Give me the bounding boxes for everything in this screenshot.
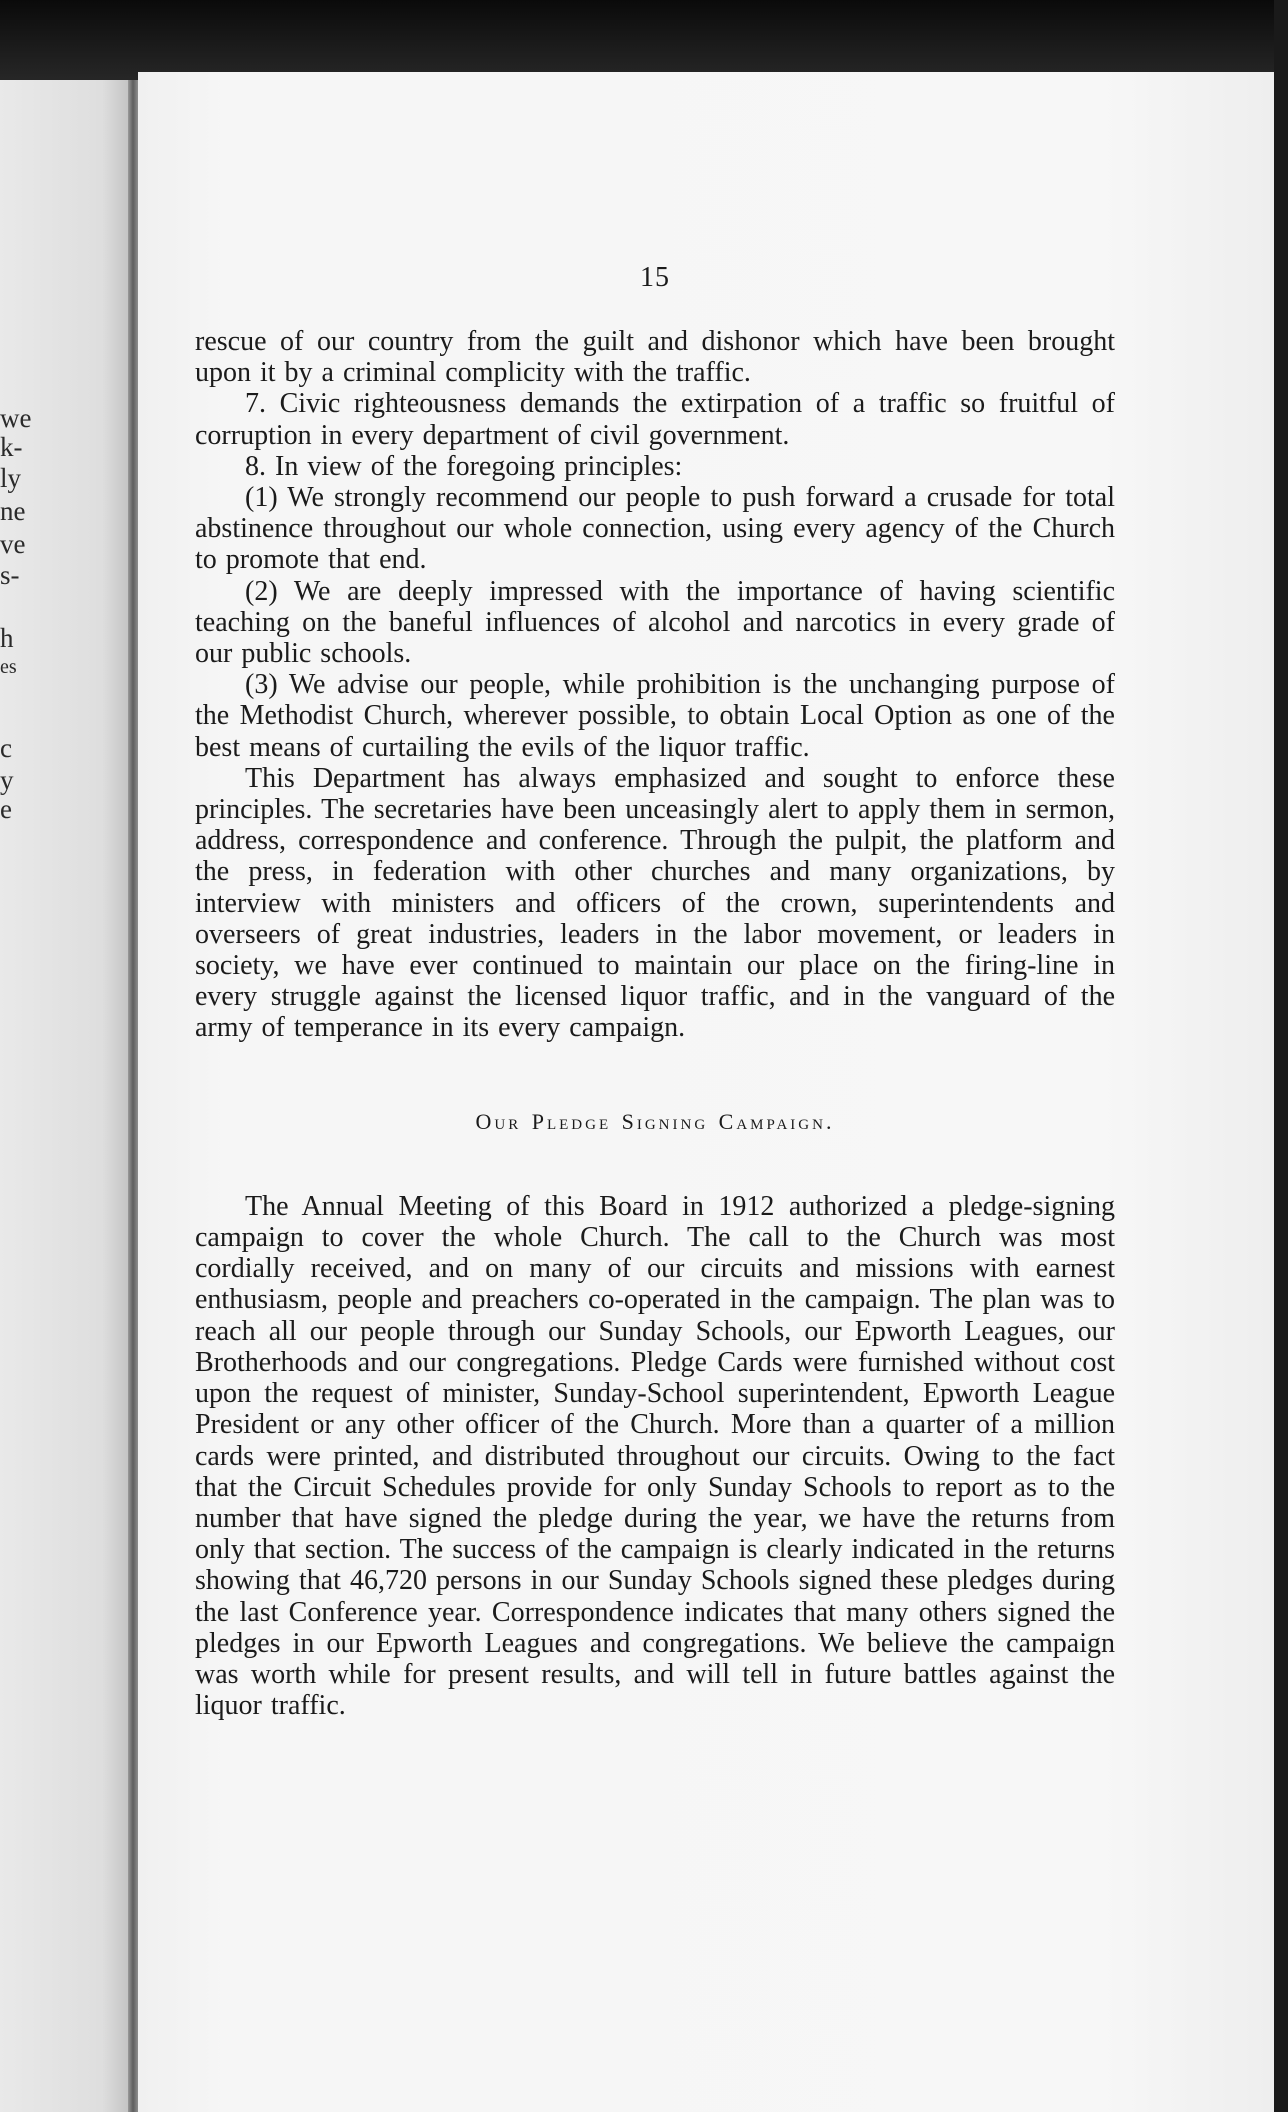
body-paragraph: (2) We are deeply impressed with the importance of having scientific teaching on the baneful influences of alcohol and narcotics in every grade of our public schools. (195, 575, 1115, 670)
facing-page-fragment: c (0, 733, 12, 763)
book-gutter (128, 80, 138, 2112)
facing-page-fragment: e (0, 794, 12, 824)
facing-page-fragment: ve (0, 529, 26, 559)
body-paragraph: This Department has always emphasized and sought to enforce these principles. The secretaries have been unceasingly alert to apply them in sermon, address, correspondence and conference. Through the pulpit, the platform and the press, in federation with other churches and many organizations, by interview with ministers and officers of the crown, superintendents and overseers of great industries, leaders in the labor movement, or leaders in society, we have ever continued to maintain our place on the firing-line in every struggle against the licensed liquor traffic, and in the vanguard of the army of temperance in its every campaign. (195, 762, 1115, 1044)
facing-page-fragment: we (0, 403, 32, 433)
facing-page-edge (0, 80, 136, 2112)
body-paragraph: rescue of our country from the guilt and dishonor which have been brought upon it by a criminal complicity with the traffic. (195, 326, 1115, 389)
page-number: 15 (640, 262, 670, 293)
section-heading: Our Pledge Signing Campaign. (475, 1108, 835, 1134)
page-body (195, 326, 1115, 1721)
facing-page-fragment: y (0, 765, 14, 795)
facing-page-fragment: es (0, 656, 17, 678)
body-paragraph: (1) We strongly recommend our people to push forward a crusade for total abstinence throughout our whole connection, using every agency of the Church to promote that end. (195, 482, 1115, 576)
body-paragraph: 8. In view of the foregoing principles: (245, 450, 683, 482)
facing-page-fragment: ly (0, 463, 22, 493)
body-paragraph: The Annual Meeting of this Board in 1912 authorized a pledge-signing campaign to cover the whole Church. The call to the Church was most cordially received, and on many of our circuits and missions with earnest enthusiasm, people and preachers co-operated in the campaign. The plan was to reach all our people through our Sunday Schools, our Epworth Leagues, our Brotherhoods and our congregations. Pledge Cards were furnished without cost upon the request of minister, Sunday-School superintendent, Epworth League President or any other officer of the Church. More than a quarter of a million cards were printed, and distributed throughout our circuits. Owing to the fact that the Circuit Schedules provide for only Sunday Schools to report as to the number that have signed the pledge during the year, we have the returns from only that section. The success of the campaign is clearly indicated in the returns showing that 46,720 persons in our Sunday Schools signed these pledges during the last Conference year. Correspondence indicates that many others signed the pledges in our Epworth Leagues and congregations. We believe the campaign was worth while for present results, and will tell in future battles against the liquor traffic. (195, 1190, 1115, 1722)
facing-page-fragment: ne (0, 496, 26, 526)
facing-page-fragment: h (0, 623, 14, 653)
scan-background-right (1274, 0, 1288, 2112)
facing-page-fragment: k- (0, 432, 23, 462)
body-paragraph: (3) We advise our people, while prohibition is the unchanging purpose of the Methodist Church, wherever possible, to obtain Local Option as one of the best means of curtailing the evils of the liquor traffic. (195, 669, 1115, 763)
body-paragraph: 7. Civic righteousness demands the extirpation of a traffic so fruitful of corruption in every department of civil government. (195, 388, 1115, 451)
facing-page-fragment: s- (0, 560, 20, 590)
